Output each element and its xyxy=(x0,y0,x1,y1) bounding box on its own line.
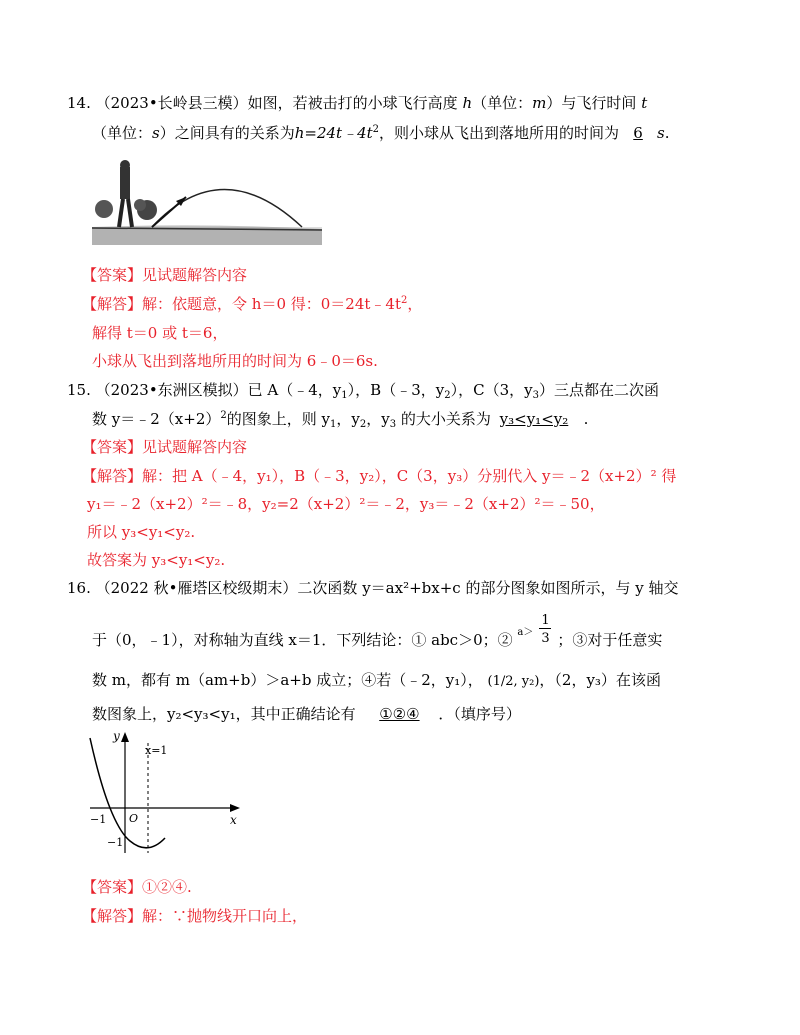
q14-blank: 6 xyxy=(633,124,643,142)
q14-solution-3: 小球从飞出到落地所用的时间为 6﹣0＝6s. xyxy=(92,352,378,370)
y-label: y xyxy=(113,729,120,743)
golf-figure xyxy=(92,157,322,247)
axis-line-label: x=1 xyxy=(145,744,168,757)
q16-line3: 数 m，都有 m（am+b）＞a+b 成立；④若（﹣2，y₁）， (1/2, y₂)，（2，y₃）在该函 xyxy=(92,671,661,689)
q14-answer: 【答案】见试题解答内容 xyxy=(82,266,248,284)
q16-point: (1/2, y₂) xyxy=(487,674,540,689)
q15-solution-2: y₁＝﹣2（x+2）²＝﹣8，y₂=2（x+2）²＝﹣2，y₃＝﹣2（x+2）²＝﹣50， xyxy=(87,495,605,513)
q15-solution-3: 所以 y₃<y₁<y₂. xyxy=(87,523,196,541)
q15-line2: 数 $y=﹣2(x+2)^2$的图象上，则 $y_1$，$y_2$，$y_3$ 的大小关系为 y₃<y₁<y₂ . xyxy=(92,410,589,430)
q15-blank: y₃<y₁<y₂ xyxy=(499,410,569,428)
q14-solution-1: 【解答】解：依题意，令 h＝0 得：$0=24t﹣4t^2$， xyxy=(82,295,423,313)
q15-line1: 15. （2023•东洲区模拟）已 A（﹣4，$y_1$），B（﹣3，$y_2$），C（3，$y_3$）三点都在二次函 xyxy=(67,381,659,401)
q15-solution-1: 【解答】解：把 A（﹣4，y₁），B（﹣3，y₂），C（3，y₃）分别代入 y＝﹣2（x+2）² 得 xyxy=(82,467,677,485)
q15-answer: 【答案】见试题解答内容 xyxy=(82,438,248,456)
q14-line1: 14. （2023•长岭县三模）如图，若被击打的小球飞行高度 h（单位：m）与飞行时间 t xyxy=(67,94,648,112)
q14-line2: （单位：s）之间具有的关系为$h=24t﹣4t^2$，则小球从飞出到落地所用的时间为 6 s. xyxy=(92,124,670,142)
q14-solution-2: 解得 t＝0 或 t＝6， xyxy=(92,324,228,342)
q14-formula: h=24t﹣4t xyxy=(294,124,373,142)
neg-one-x-label: −1 xyxy=(90,813,107,826)
q16-fraction-term: a＞ 1 3 xyxy=(517,613,550,646)
q14-number: 14. xyxy=(67,94,91,112)
q16-blank: ①②④ xyxy=(379,705,420,723)
neg-one-y-label: −1 xyxy=(107,836,124,849)
q16-solution-1: 【解答】解：∵抛物线开口向上， xyxy=(82,907,308,925)
parabola-graph xyxy=(85,728,250,858)
q16-line4: 数图象上，y₂<y₃<y₁，其中正确结论有 ①②④ ．（填序号） xyxy=(92,705,521,723)
x-label: x xyxy=(230,813,237,827)
q15-solution-4: 故答案为 y₃<y₁<y₂. xyxy=(87,551,226,569)
q14-source: （2023•长岭县三模） xyxy=(95,94,248,112)
origin-label: O xyxy=(129,812,139,825)
q16-line1: 16. （2022 秋•雁塔区校级期末）二次函数 y＝ax²+bx+c 的部分图象如图所示，与 y 轴交 xyxy=(67,579,679,597)
q16-line2: 于（0，﹣1），对称轴为直线 x＝1．下列结论：① abc＞0；② a＞ 1 3 ；③对于任意实 xyxy=(92,613,663,649)
q16-answer: 【答案】①②④. xyxy=(82,878,192,896)
